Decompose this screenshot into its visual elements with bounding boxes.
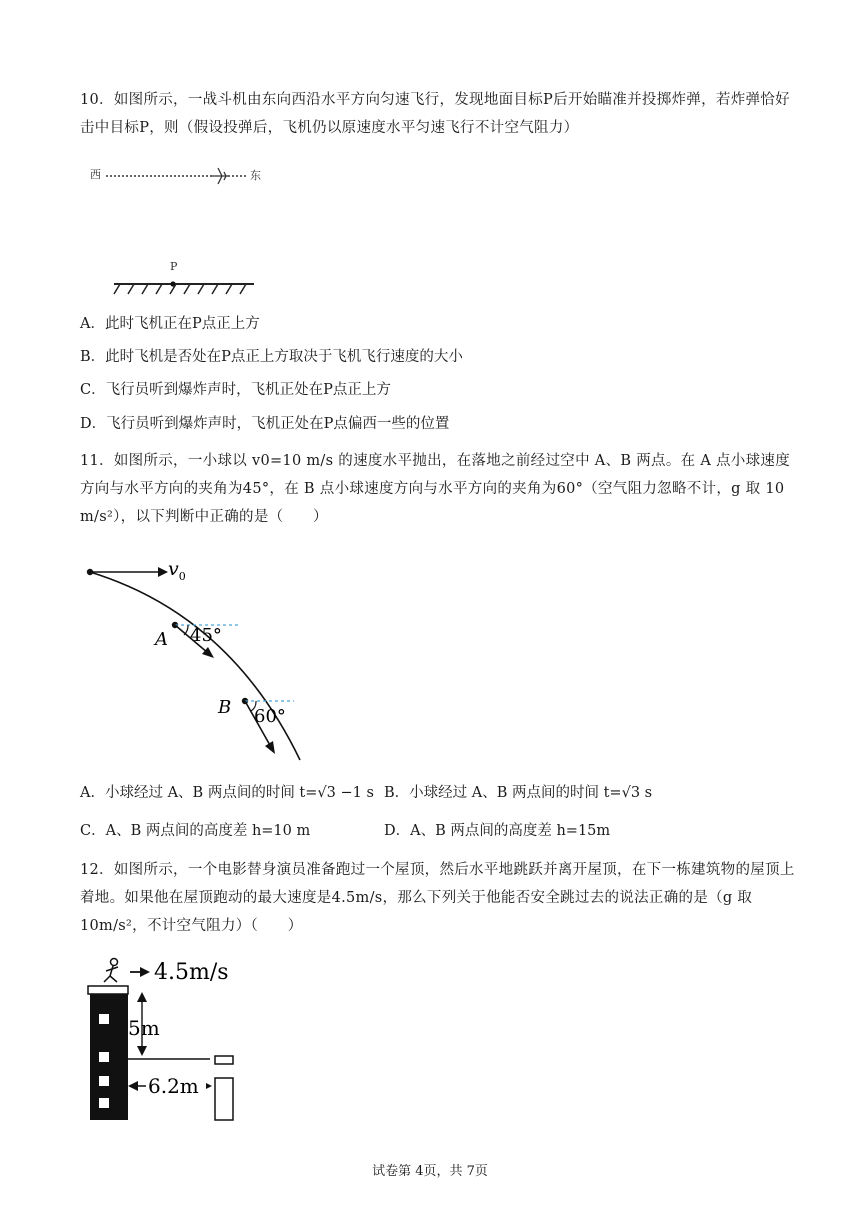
speed-arrowhead	[140, 967, 150, 977]
angle-b-label: 60°	[254, 706, 286, 727]
q10-option-d: D．飞行员听到爆炸声时，飞机正处在P点偏西一些的位置	[80, 416, 450, 432]
height-label: 5m	[128, 1016, 160, 1040]
q11-figure	[80, 555, 320, 765]
height-arrowhead-top	[137, 992, 147, 1002]
velocity-arrowhead-b	[265, 741, 275, 754]
window	[99, 1098, 109, 1108]
angle-arc-a	[184, 625, 188, 635]
q10-option-c: C．飞行员听到爆炸声时，飞机正处在P点正上方	[80, 382, 391, 398]
window	[99, 1076, 109, 1086]
height-arrowhead-bottom	[137, 1046, 147, 1056]
right-building	[215, 1078, 233, 1120]
q11-option-c: C．A、B 两点间的高度差 h=10 m	[80, 823, 311, 839]
point-a-label: A	[155, 629, 168, 650]
angle-a-label: 45°	[190, 625, 222, 646]
east-label: 东	[250, 169, 261, 182]
airplane-icon	[212, 168, 228, 184]
trajectory-curve	[90, 572, 300, 760]
point-b-label: B	[218, 697, 232, 718]
west-label: 西	[90, 168, 101, 181]
page-footer: 试卷第 4页，共 7页	[372, 1164, 488, 1179]
q11-option-a: A．小球经过 A、B 两点间的时间 t=√3 −1 s	[80, 785, 374, 801]
q10-figure	[86, 156, 286, 304]
q10-option-a: A．此时飞机正在P点正上方	[80, 316, 260, 332]
window	[99, 1014, 109, 1024]
window	[99, 1052, 109, 1062]
distance-arrowhead-left	[128, 1081, 138, 1091]
target-label: P	[170, 260, 178, 273]
q10-option-b: B．此时飞机是否处在P点正上方取决于飞机飞行速度的大小	[80, 349, 463, 365]
q11-option-d: D．A、B 两点间的高度差 h=15m	[384, 823, 611, 839]
distance-label: 6.2m	[148, 1074, 199, 1098]
question-12-text: 12．如图所示，一个电影替身演员准备跑过一个屋顶，然后水平地跳跃并离开屋顶，在下一栋建筑物的屋顶上着地。如果他在屋顶跑动的最大速度是4.5m/s，那么下列关于他能否安全跳过去的说法正确的是（g 取10m/s²，不计空气阻力）（ ）	[80, 862, 795, 934]
q11-option-b: B．小球经过 A、B 两点间的时间 t=√3 s	[384, 785, 653, 801]
v0-arrowhead	[158, 567, 168, 577]
right-roof-ledge	[215, 1056, 233, 1064]
roof-ledge	[88, 986, 128, 994]
question-10-text: 10．如图所示，一战斗机由东向西沿水平方向匀速飞行，发现地面目标P后开始瞄准并投掷炸弹，若炸弹恰好击中目标P，则（假设投弹后，飞机仍以原速度水平匀速飞行不计空气阻力）	[80, 92, 790, 136]
stuntman-icon	[104, 959, 118, 983]
q12-figure	[84, 956, 284, 1124]
ground-hatching	[114, 284, 246, 294]
question-11-text: 11．如图所示，一小球以 v0=10 m/s 的速度水平抛出，在落地之前经过空中 A、B 两点。在 A 点小球速度方向与水平方向的夹角为45°，在 B 点小球速度方向与水平方向的夹角为60°（空气阻力忽略不计，g 取 10 m/s²），以下判断中正确的是（ ）	[80, 453, 791, 525]
v0-label: $v_0$	[168, 558, 186, 583]
speed-label: 4.5m/s	[154, 960, 229, 985]
